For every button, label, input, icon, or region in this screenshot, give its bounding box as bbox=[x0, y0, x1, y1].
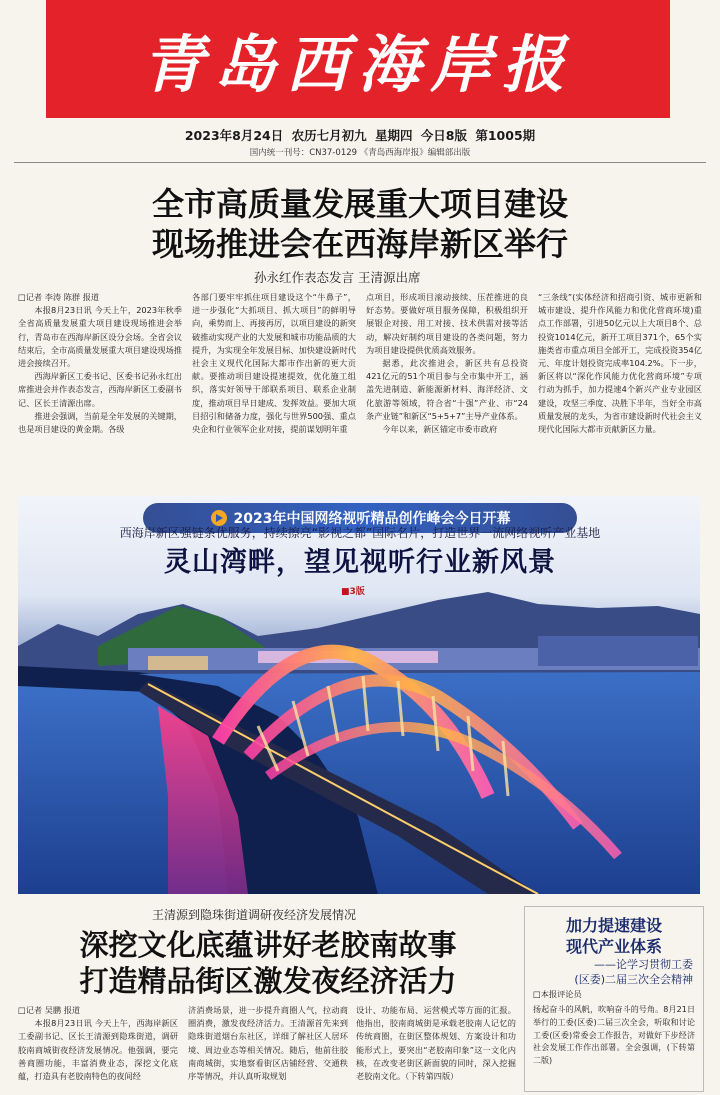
paragraph: 西海岸新区工委书记、区委书记孙永红出席推进会并作表态发言，西海岸新区工委副书记、区长王清源出席。 bbox=[18, 371, 182, 408]
second-column-3 bbox=[356, 1004, 516, 1094]
byline: □记者 李涛 陈群 报道 bbox=[18, 292, 100, 302]
paragraph: 推进会强调，当前是全年发展的关键期，也是项目建设的黄金期。各级 bbox=[18, 410, 182, 435]
paragraph: 本报8月23日讯 今天上午，2023年秋季全省高质量发展重大项目建设现场推进会举行，青岛市在西海岸新区设分会场。全省会议结束后，全市高质量发展重大项目建设现场推进会接续召开。 bbox=[18, 305, 182, 369]
second-column-1 bbox=[18, 1004, 178, 1094]
lead-subhead: 孙永红作表态发言 王清源出席 bbox=[254, 270, 421, 285]
page-reference[interactable]: ■3版 bbox=[341, 587, 365, 597]
second-headline-2: 打造精品街区激发夜经济活力 bbox=[79, 964, 457, 998]
commentary-byline: □本报评论员 bbox=[533, 989, 582, 999]
lead-column-4 bbox=[538, 291, 702, 487]
paragraph: 济消费场景，进一步提升商圈人气，拉动商圈消费，激发夜经济活力。王清源首先来到隐珠街道烟台东社区，详细了解社区人居环境、周边业态等相关情况。随后，他前往胶南商城街，实地察看街区店铺经营、交通秩序等情况，并认真听取规划 bbox=[188, 1005, 348, 1082]
byline: □记者 吴鹏 报道 bbox=[18, 1005, 81, 1015]
dateline: 2023年8月24日 农历七月初九 星期四 今日8版 第1005期 bbox=[184, 128, 536, 143]
paragraph: “三条线”(实体经济和招商引资、城市更新和城市建设、提升作风能力和优化营商环境)重点工作部署，引进50亿元以上大项目8个、总投资1014亿元，新开工项目371个，65个实施类省市重点项目全部开工，完成投资354亿元、年度计划投资完成率104.2%。下一步，新区将以“深化作风能力优化营商环境”专项行动为抓手，加力提速4个新兴产业专业园区建设，攻坚三季度、决胜下半年，当好全市高质量发展的龙头，为省市建设新时代社会主义现代化国际大都市贡献新区力量。 bbox=[538, 292, 702, 435]
commentary-title-1: 加力提速建设 bbox=[565, 916, 662, 935]
paragraph: 本报8月23日讯 今天上午，西海岸新区工委副书记、区长王清源到隐珠街道，调研胶南商城街夜经济发展情况。他强调，要完善商圈功能，丰富消费业态，深挖文化底蕴，打造具有老胶南特色的夜间经 bbox=[18, 1018, 178, 1082]
commentary-subtitle-2: (区委)二届三次全会精神 bbox=[574, 973, 693, 986]
paragraph: 点项目，形成项目滚动接续、压茬推进的良好态势。要做好项目服务保障，积极组织开展银企对接、用工对接、技术供需对接等活动，解决好制约项目建设的各类问题，努力为项目建设提供优质高效服务。 bbox=[366, 292, 528, 355]
paragraph: 各部门要牢牢抓住项目建设这个“牛鼻子”，进一步强化“大抓项目、抓大项目”的鲜明导向，乘势而上、再接再厉，以项目建设的新突破推动实现产业的大发展和城市功能品质的大提升，为实现全年发展目标、加快建设新时代社会主义现代化国际大都市作出新的更大贡献。要推动项目建设提速提效，优化施工组织，落实好领导干部联系项目、联系企业制度，推动项目早日建成、发挥效益。要加大项目招引和储备力度，强化与世界500强、重点央企和行业领军企业对接，提前谋划明年重 bbox=[192, 292, 356, 435]
second-headline-1: 深挖文化底蕴讲好老胶南故事 bbox=[79, 928, 457, 962]
issue-line: 国内统一刊号：CN37-0129 《青岛西海岸报》编辑部出版 bbox=[249, 148, 471, 158]
lead-column-1 bbox=[18, 291, 182, 487]
commentary-box bbox=[524, 906, 704, 1092]
lead-column-2 bbox=[192, 291, 356, 487]
newspaper-title: 青岛西海岸报 bbox=[141, 27, 574, 101]
second-column-2 bbox=[188, 1004, 348, 1094]
commentary-subtitle-1: ——论学习贯彻工委 bbox=[594, 958, 693, 971]
paragraph: 据悉，此次推进会，新区共有总投资421亿元的51个项目参与全市集中开工，涵盖先进制造、新能源新材料、海洋经济、文化旅游等领域，符合省“十强”产业、市“24条产业链”和新区“5+5+7”主导产业体系。 bbox=[366, 358, 528, 421]
feature-subtitle: 西海岸新区强链条优服务，持续擦亮“影视之都”国际名片，打造世界一流网络视听产业基地 bbox=[119, 526, 601, 540]
banner-text: 2023年中国网络视听精品创作峰会今日开幕 bbox=[233, 511, 511, 527]
paragraph: 今年以来，新区锚定市委市政府 bbox=[382, 424, 498, 435]
feature-title: 灵山湾畔，望见视听行业新风景 bbox=[164, 547, 556, 578]
masthead bbox=[46, 0, 670, 118]
divider bbox=[14, 162, 706, 163]
commentary-body: 扬起奋斗的风帆，吹响奋斗的号角。8月21日举行的工委(区委)二届三次全会，听取和讨论工委(区委)常委会工作报告，对做好下步经济社会发展工作作出部署。全会强调，(下转第二版) bbox=[533, 1005, 695, 1066]
paragraph: 设计、功能布局、运营模式等方面的汇报。他指出，胶南商城街是承载老胶南人记忆的传统商圈，在街区整体规划、方案设计和功能形式上，要突出“老胶南印象”这一文化内核，在改变老街区新面貌的同时，深入挖掘老胶南文化。（下转第四版） bbox=[356, 1005, 516, 1082]
lead-column-3 bbox=[366, 291, 528, 487]
lead-headline-2: 现场推进会在西海岸新区举行 bbox=[151, 225, 568, 263]
lead-headline-1: 全市高质量发展重大项目建设 bbox=[151, 185, 568, 223]
commentary-title-2: 现代产业体系 bbox=[565, 937, 662, 956]
second-kicker: 王清源到隐珠街道调研夜经济发展情况 bbox=[152, 908, 357, 922]
